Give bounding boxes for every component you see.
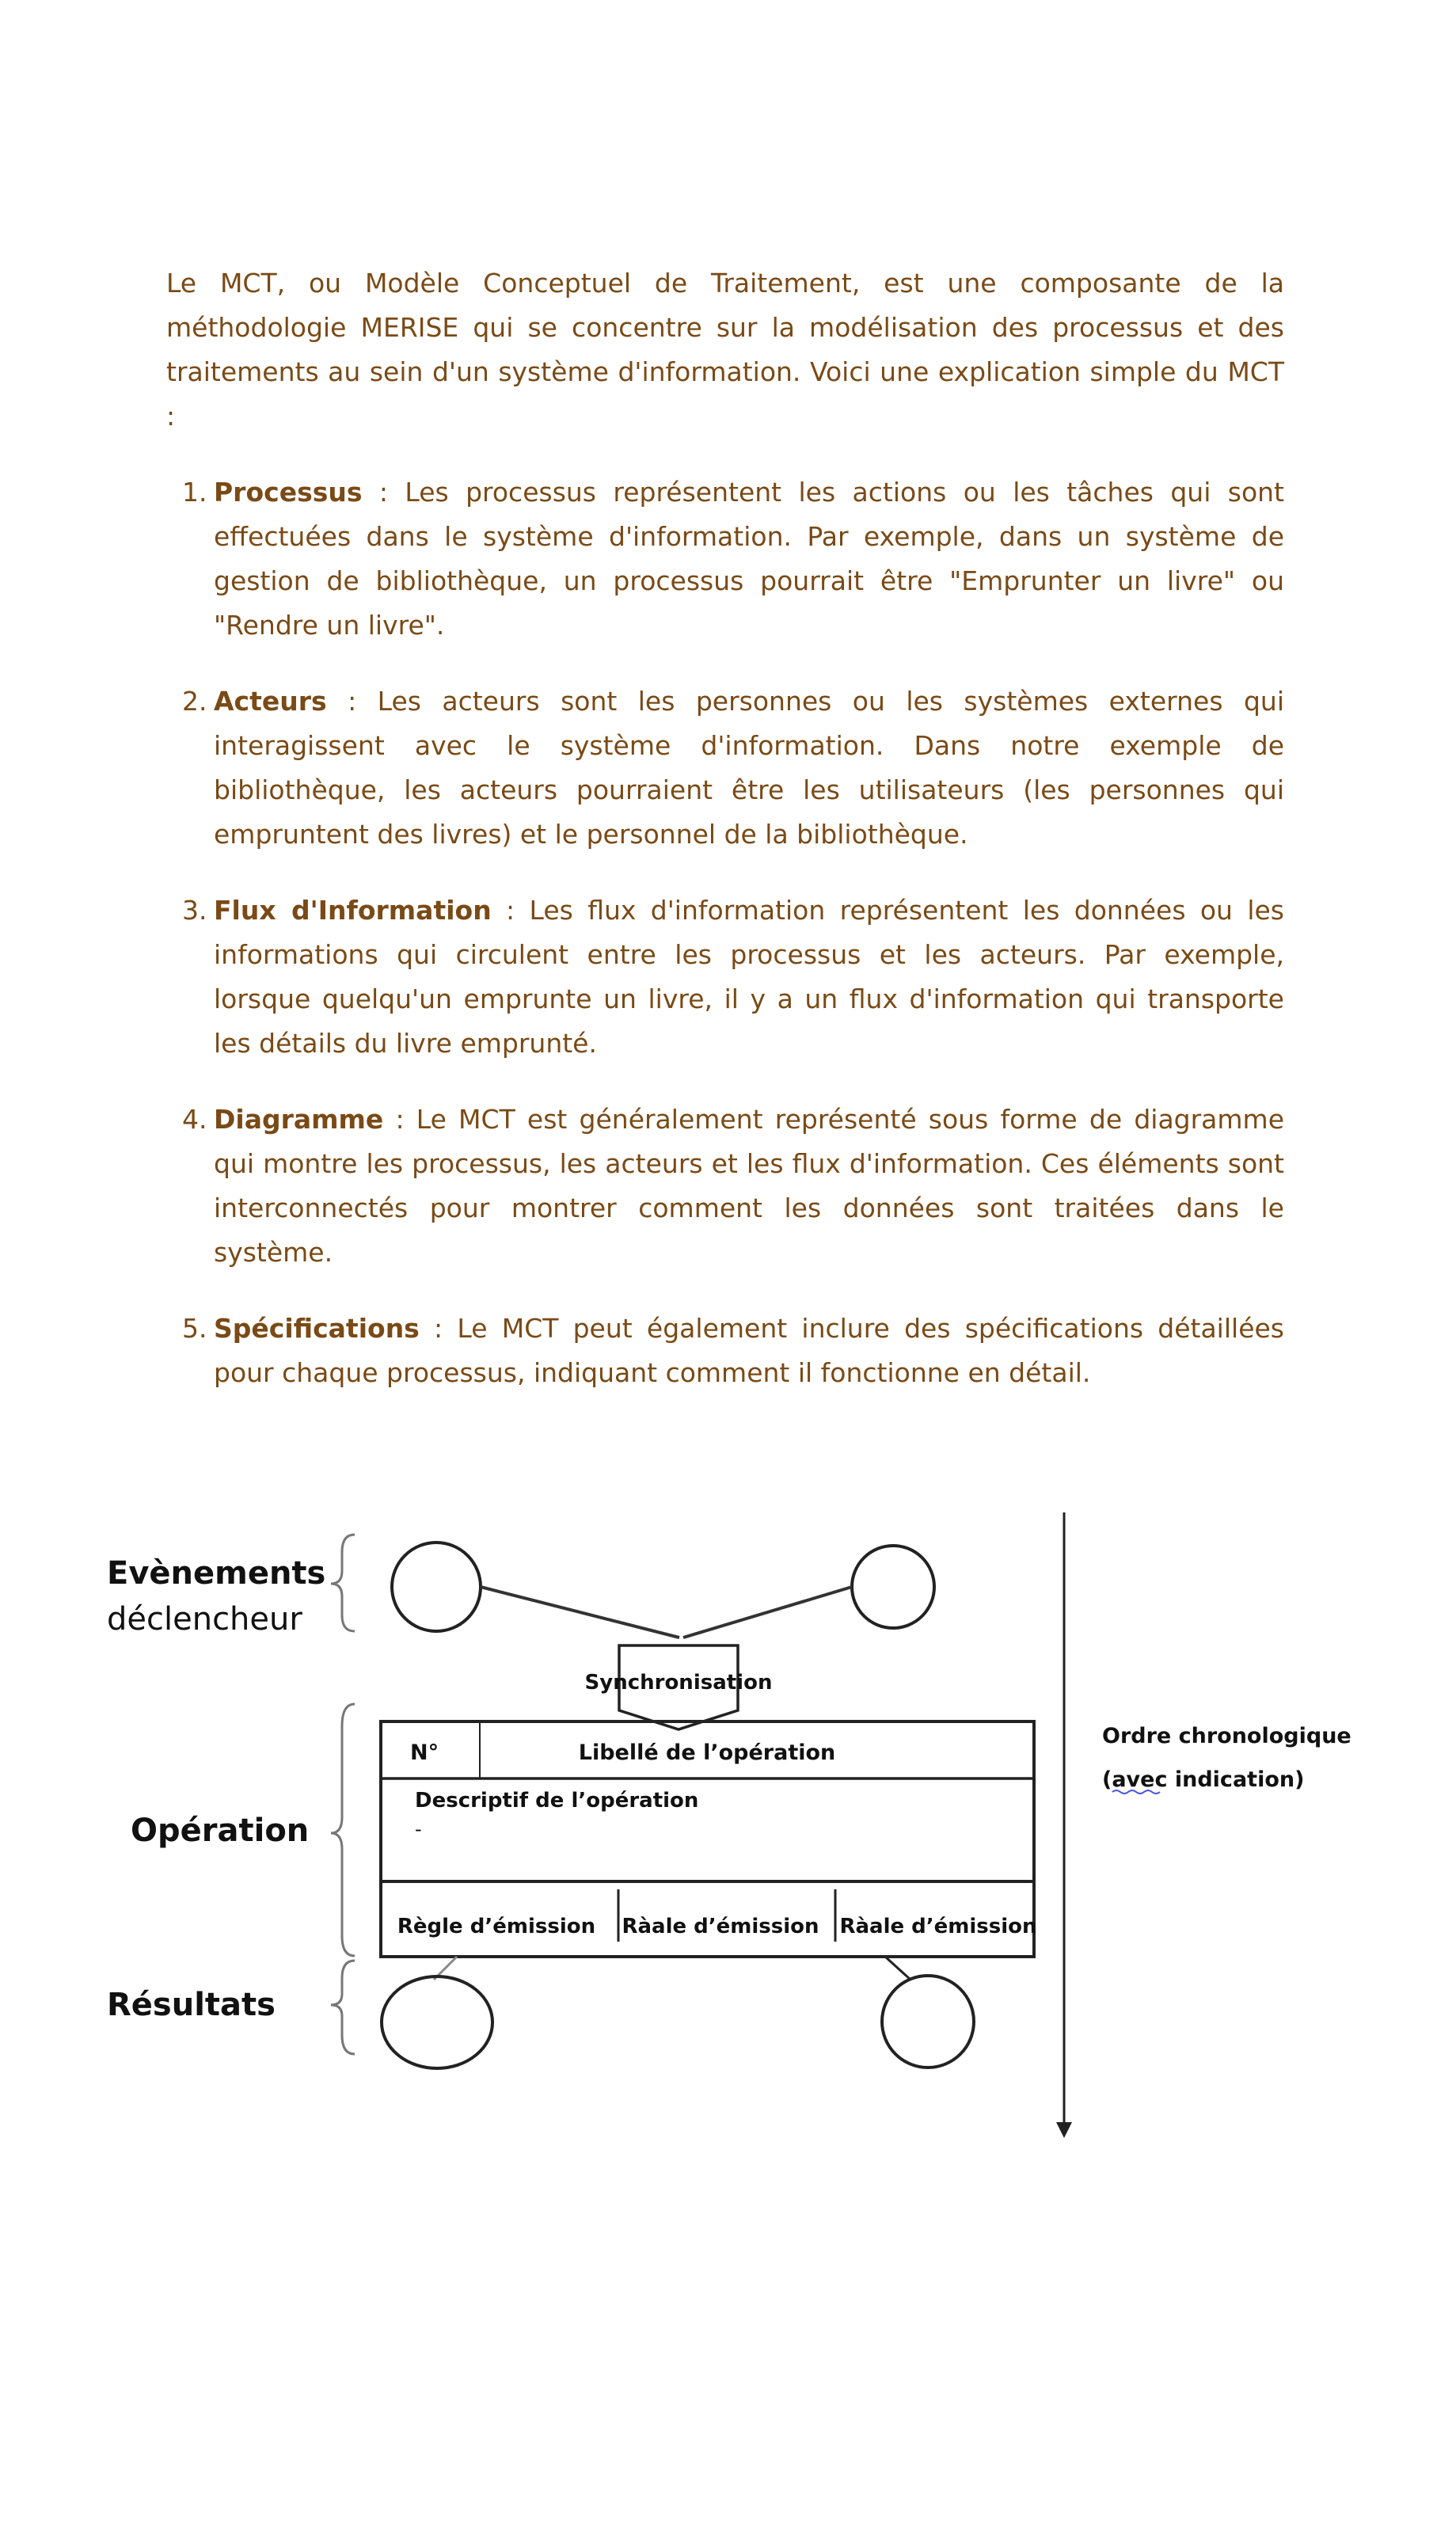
list-term: Spécifications [214, 1313, 420, 1344]
operation-label: Opération [131, 1813, 310, 1849]
operation-title: Libellé de l’opération [578, 1740, 836, 1765]
mct-diagram [0, 1505, 1456, 2217]
list-item-processus [166, 470, 1284, 648]
list-item-acteurs [166, 679, 1284, 857]
result-circle-left [382, 1976, 492, 2068]
events-label-line1: Evènements [107, 1555, 326, 1592]
list-text: : Le MCT peut également inclure des spécifications détaillées pour chaque processus, indiquant comment il fonctionne en détail. [214, 1313, 1284, 1388]
sync-label: Synchronisation [584, 1671, 773, 1695]
events-label-line2: déclencheur [107, 1601, 302, 1638]
result-circle-right [882, 1976, 974, 2068]
events-brace [331, 1535, 355, 1631]
list-text: : Les flux d'information représentent les données ou les informations qui circulent entre les processus et les acteurs. Par exemple, lorsque quelqu'un emprunte un livre, il y a un flux d'information qui transporte les détails du livre emprunté. [214, 895, 1284, 1059]
description-dash: - [415, 1818, 422, 1840]
list-text: : Les acteurs sont les personnes ou les systèmes externes qui interagissent avec le système d'information. Dans notre exemple de bibliothèque, les acteurs pourraient être les utilisateurs (les personnes qui empruntent des livres) et le personnel de la bibliothèque. [214, 686, 1284, 850]
chronology-label-line2: (avec indication) [1102, 1767, 1305, 1792]
list-number: 3. [182, 895, 207, 926]
list-number: 1. [182, 477, 207, 508]
results-label: Résultats [107, 1987, 276, 2023]
list-number: 5. [182, 1313, 207, 1344]
rule-label-3: Ràale d’émission [839, 1915, 1037, 1938]
mct-elements-list [166, 470, 1284, 1395]
list-term: Processus [214, 477, 363, 508]
list-number: 2. [182, 686, 207, 717]
mct-diagram-svg [0, 1505, 1456, 2217]
chronology-arrowhead-icon [1056, 2122, 1072, 2138]
list-item-flux [166, 888, 1284, 1066]
rule-label-2: Ràale d’émission [622, 1915, 819, 1938]
list-number: 4. [182, 1104, 207, 1135]
event-link-right [683, 1587, 852, 1638]
list-item-diagramme [166, 1098, 1284, 1275]
result-link-right [885, 1957, 910, 1980]
number-label: N° [410, 1740, 439, 1765]
event-circle-right [852, 1546, 934, 1628]
operation-description: Descriptif de l’opération [415, 1789, 699, 1813]
list-item-specifications [166, 1307, 1284, 1395]
list-term: Flux d'Information [214, 895, 492, 926]
list-term: Acteurs [214, 686, 327, 717]
list-term: Diagramme [214, 1104, 384, 1135]
list-text: : Les processus représentent les actions ou les tâches qui sont effectuées dans le système d'information. Par exemple, dans un système de gestion de bibliothèque, un processus pourrait être "Emprunter un livre" ou "Rendre un livre". [214, 477, 1284, 641]
operation-brace [331, 1704, 355, 1956]
chronology-label-line1: Ordre chronologique [1102, 1724, 1351, 1748]
event-circle-left [392, 1543, 481, 1631]
rule-label-1: Règle d’émission [397, 1915, 596, 1938]
results-brace [331, 1961, 355, 2054]
list-text: : Le MCT est généralement représenté sous forme de diagramme qui montre les processus, les acteurs et les flux d'information. Ces éléments sont interconnectés pour montrer comment les données sont traitées dans le système. [214, 1104, 1284, 1268]
event-link-left [481, 1587, 679, 1638]
intro-paragraph: Le MCT, ou Modèle Conceptuel de Traitement, est une composante de la méthodologie MERISE qui se concentre sur la modélisation des processus et des traitements au sein d'un système d'information. Voici une explication simple du MCT : [166, 268, 1284, 432]
document-body [166, 261, 1284, 1427]
